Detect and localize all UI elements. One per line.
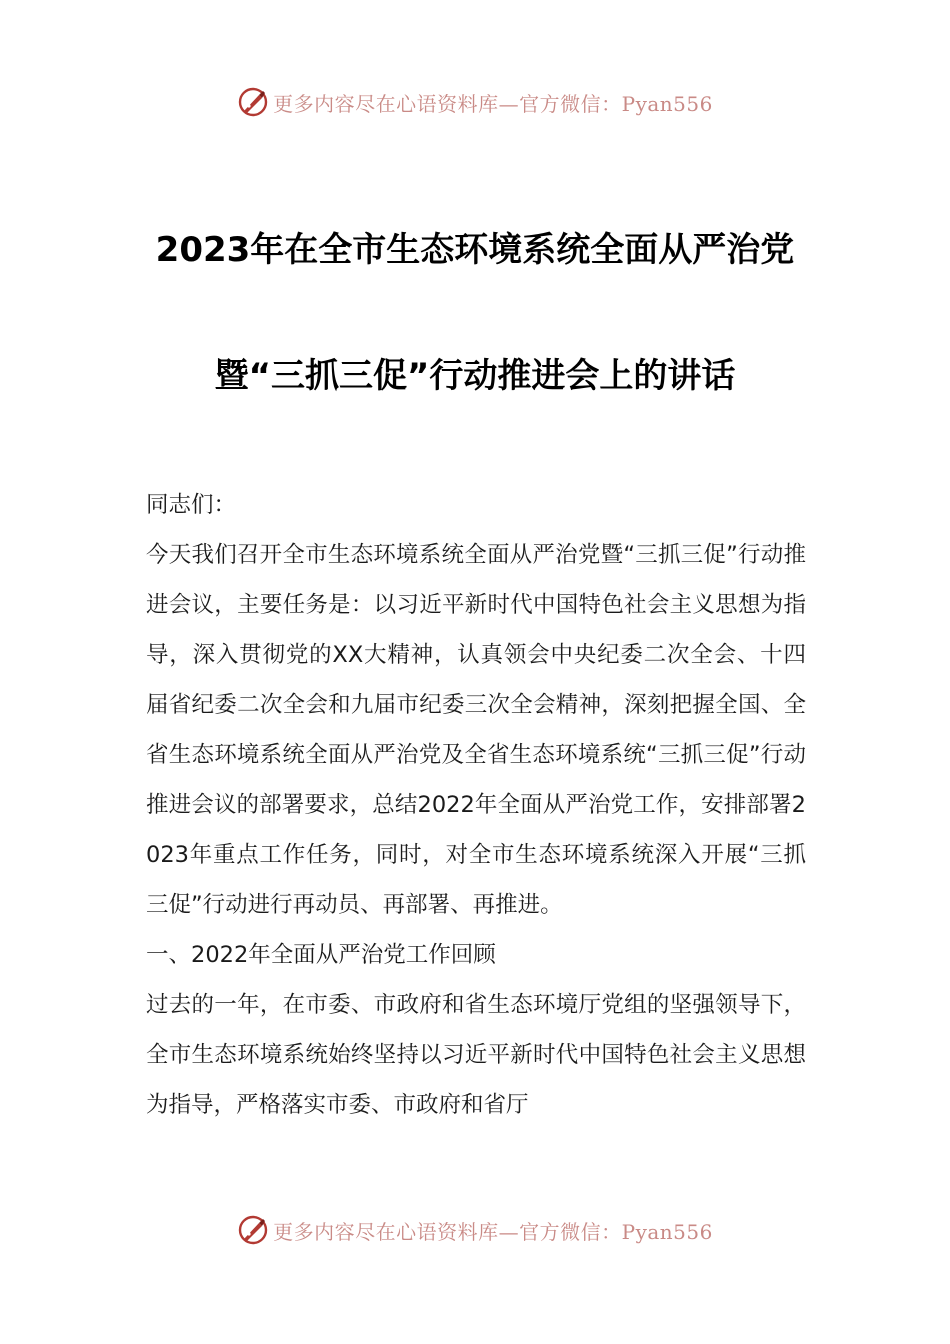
section-heading: 一、2022年全面从严治党工作回顾 bbox=[146, 942, 496, 968]
document-title-line-1: 2023年在全市生态环境系统全面从严治党 bbox=[155, 230, 795, 270]
pen-nib-logo-icon bbox=[237, 86, 269, 118]
footer-watermark-banner bbox=[0, 1210, 950, 1250]
header-watermark-banner bbox=[0, 82, 950, 122]
pen-nib-logo-icon bbox=[237, 1214, 269, 1246]
speech-body bbox=[146, 480, 806, 1130]
greeting: 同志们： bbox=[146, 492, 237, 518]
watermark-text: 更多内容尽在心语资料库—官方微信：Pyan556 bbox=[273, 91, 713, 116]
document-title-line-2: 暨“三抓三促”行动推进会上的讲话 bbox=[214, 356, 736, 396]
paragraph-intro: 今天我们召开全市生态环境系统全面从严治党暨“三抓三促”行动推进会议，主要任务是：以习近平新时代中国特色社会主义思想为指导，深入贯彻党的XX大精神，认真领会中央纪委二次全会、十四届省纪委二次全会和九届市纪委三次全会精神，深刻把握全国、全省生态环境系统全面从严治党及全省生态环境系统“三抓三促”行动推进会议的部署要求，总结2022年全面从严治党工作，安排部署2023年重点工作任务，同时，对全市生态环境系统深入开展“三抓三促”行动进行再动员、再部署、再推进。 bbox=[146, 542, 806, 918]
watermark-text: 更多内容尽在心语资料库—官方微信：Pyan556 bbox=[273, 1219, 713, 1244]
paragraph-review: 过去的一年，在市委、市政府和省生态环境厅党组的坚强领导下，全市生态环境系统始终坚持以习近平新时代中国特色社会主义思想为指导，严格落实市委、市政府和省厅 bbox=[146, 992, 806, 1118]
